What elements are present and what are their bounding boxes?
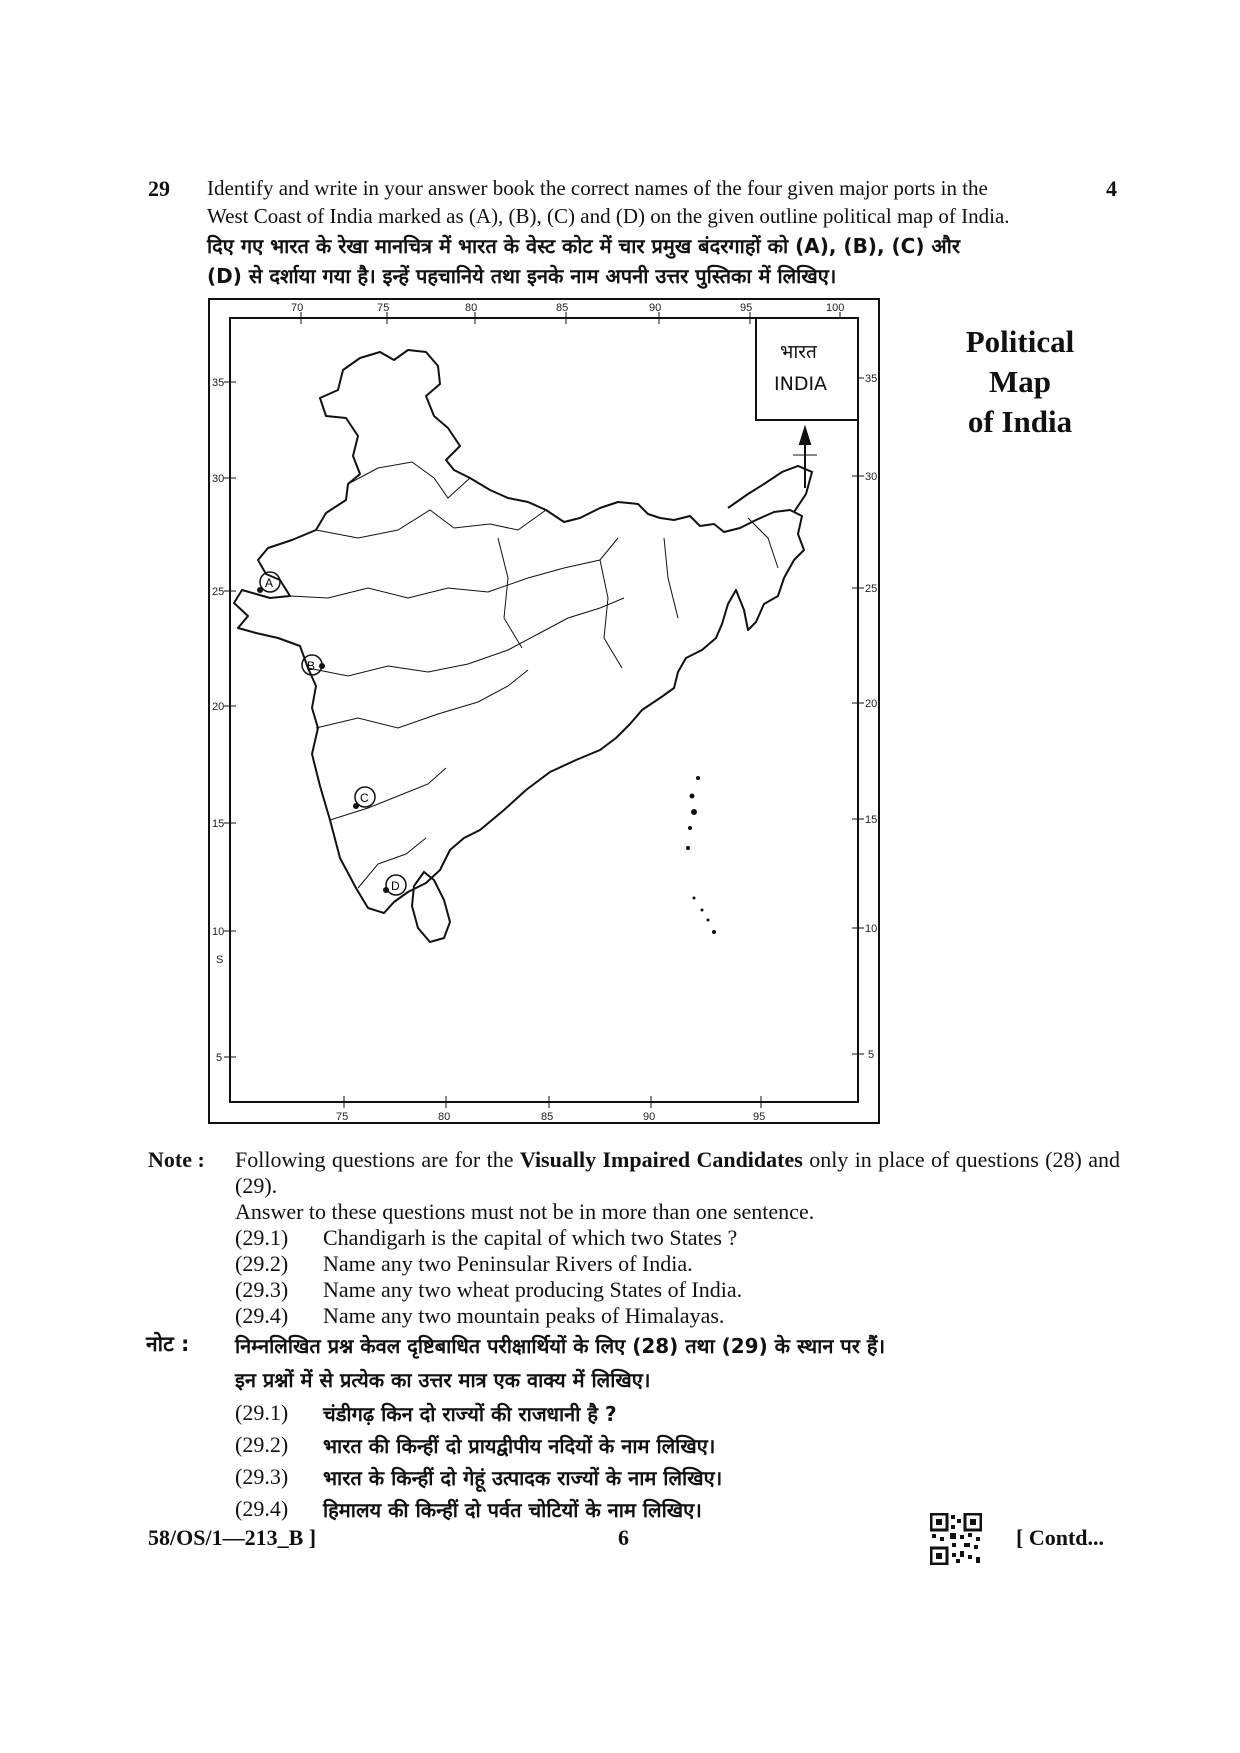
left-extra-label: S (216, 954, 224, 966)
bottom-tick-label: 75 (336, 1111, 349, 1123)
northeast-outline (728, 466, 812, 512)
question-english-line-1: Identify and write in your answer book the correct names of the four given major ports in the (207, 176, 988, 200)
note-item-number: (29.3) (235, 1277, 289, 1302)
left-tick-label: 20 (212, 701, 225, 713)
hindi-item-text: भारत के किन्हीं दो गेहूं उत्पादक राज्यों के नाम लिखिए। (323, 1466, 723, 1490)
map-legend-box (756, 318, 858, 420)
india-outline (234, 350, 804, 913)
hindi-note-line-1: निम्नलिखित प्रश्न केवल दृष्टिबाधित परीक्षार्थियों के लिए (28) तथा (29) के स्थान पर हैं। (235, 1334, 886, 1358)
note-intro-bold: Visually Impaired Candidates (519, 1147, 803, 1172)
bottom-tick-label: 85 (541, 1111, 554, 1123)
right-tick-label: 30 (865, 471, 878, 483)
left-tick-label: 10 (212, 926, 225, 938)
andaman-nicobar-islands (686, 776, 716, 934)
left-tick-label: 35 (212, 377, 225, 389)
right-tick-label: 20 (865, 698, 878, 710)
map-inner-frame (230, 318, 858, 1102)
map-title (950, 322, 1090, 442)
left-tick-label: 15 (212, 818, 225, 830)
top-tick-label: 80 (465, 302, 478, 314)
left-tick-label: 30 (212, 473, 225, 485)
question-number: 29 (148, 176, 170, 201)
note-item-text: Name any two wheat producing States of India. (323, 1277, 743, 1302)
port-marker-c (353, 787, 375, 809)
port-label-d: D (391, 879, 400, 893)
map-title-line-3: of India (967, 404, 1073, 439)
right-tick-label: 5 (868, 1049, 875, 1061)
right-tick-label: 35 (865, 373, 878, 385)
top-tick-label: 90 (649, 302, 662, 314)
map-box-hindi: भारत (780, 341, 817, 363)
bottom-tick-label: 95 (753, 1111, 766, 1123)
top-tick-label: 70 (291, 302, 304, 314)
port-marker-b (302, 655, 325, 675)
page-number: 6 (618, 1525, 629, 1550)
note-instruction: Answer to these questions must not be in more than one sentence. (235, 1199, 815, 1224)
port-label-c: C (360, 791, 369, 805)
qr-code-icon (930, 1513, 982, 1565)
bottom-tick-label: 90 (643, 1111, 656, 1123)
left-tick-label: 5 (216, 1052, 223, 1064)
hindi-item-text: चंडीगढ़ किन दो राज्यों की राजधानी है ? (323, 1402, 617, 1426)
hindi-note-label: नोट : (146, 1332, 190, 1356)
north-arrow-icon (793, 428, 817, 488)
hindi-note-line-2: इन प्रश्नों में से प्रत्येक का उत्तर मात्र एक वाक्य में लिखिए। (235, 1368, 651, 1392)
note-item-number: (29.2) (235, 1251, 289, 1276)
bottom-tick-label: 80 (438, 1111, 451, 1123)
right-tick-label: 15 (865, 814, 878, 826)
question-hindi-line-1: दिए गए भारत के रेखा मानचित्र में भारत के वेस्ट कोट में चार प्रमुख बंदरगाहों को (A), (B), (C) और (207, 234, 961, 258)
question-marks: 4 (1106, 176, 1117, 201)
paper-code: 58/OS/1—213_B ] (148, 1525, 317, 1550)
note-item-number: (29.1) (235, 1225, 289, 1250)
port-label-b: B (307, 659, 316, 673)
question-english-line-2: West Coast of India marked as (A), (B), (C) and (D) on the given outline political map of India. (207, 204, 1010, 228)
top-tick-label: 100 (826, 302, 845, 314)
left-tick-label: 25 (212, 586, 225, 598)
sri-lanka-outline (412, 872, 450, 942)
right-tick-label: 10 (865, 923, 878, 935)
hindi-item-number: (29.3) (235, 1464, 289, 1489)
port-label-a: A (265, 576, 274, 590)
note-item-number: (29.4) (235, 1303, 289, 1328)
question-hindi-line-2: (D) से दर्शाया गया है। इन्हें पहचानिये तथा इनके नाम अपनी उत्तर पुस्तिका में लिखिए। (207, 264, 837, 288)
note-intro (235, 1147, 1120, 1199)
note-intro-pre: Following questions are for the (235, 1147, 520, 1172)
top-tick-label: 85 (556, 302, 569, 314)
india-outline-map (208, 298, 880, 1124)
right-tick-label: 25 (865, 583, 878, 595)
port-marker-d (383, 875, 406, 895)
map-box-english: INDIA (774, 373, 828, 395)
port-marker-a (257, 572, 280, 593)
continued-label: [ Contd... (1016, 1525, 1105, 1550)
hindi-item-text: भारत की किन्हीं दो प्रायद्वीपीय नदियों के नाम लिखिए। (323, 1434, 716, 1458)
hindi-item-number: (29.1) (235, 1400, 289, 1425)
top-tick-label: 75 (377, 302, 390, 314)
note-intro-post: only in place of questions (28) and (29). (235, 1147, 1120, 1198)
hindi-item-number: (29.2) (235, 1432, 289, 1457)
top-tick-label: 95 (740, 302, 753, 314)
note-item-text: Name any two Peninsular Rivers of India. (323, 1251, 693, 1276)
map-title-line-1: Political (965, 324, 1075, 359)
note-item-text: Name any two mountain peaks of Himalayas. (323, 1303, 725, 1328)
note-item-text: Chandigarh is the capital of which two States ? (323, 1225, 738, 1250)
note-label: Note : (148, 1147, 205, 1172)
map-outer-frame (209, 299, 879, 1123)
hindi-item-text: हिमालय की किन्हीं दो पर्वत चोटियों के नाम लिखिए। (323, 1498, 702, 1522)
hindi-item-number: (29.4) (235, 1496, 289, 1521)
map-title-line-2: Map (989, 364, 1051, 399)
